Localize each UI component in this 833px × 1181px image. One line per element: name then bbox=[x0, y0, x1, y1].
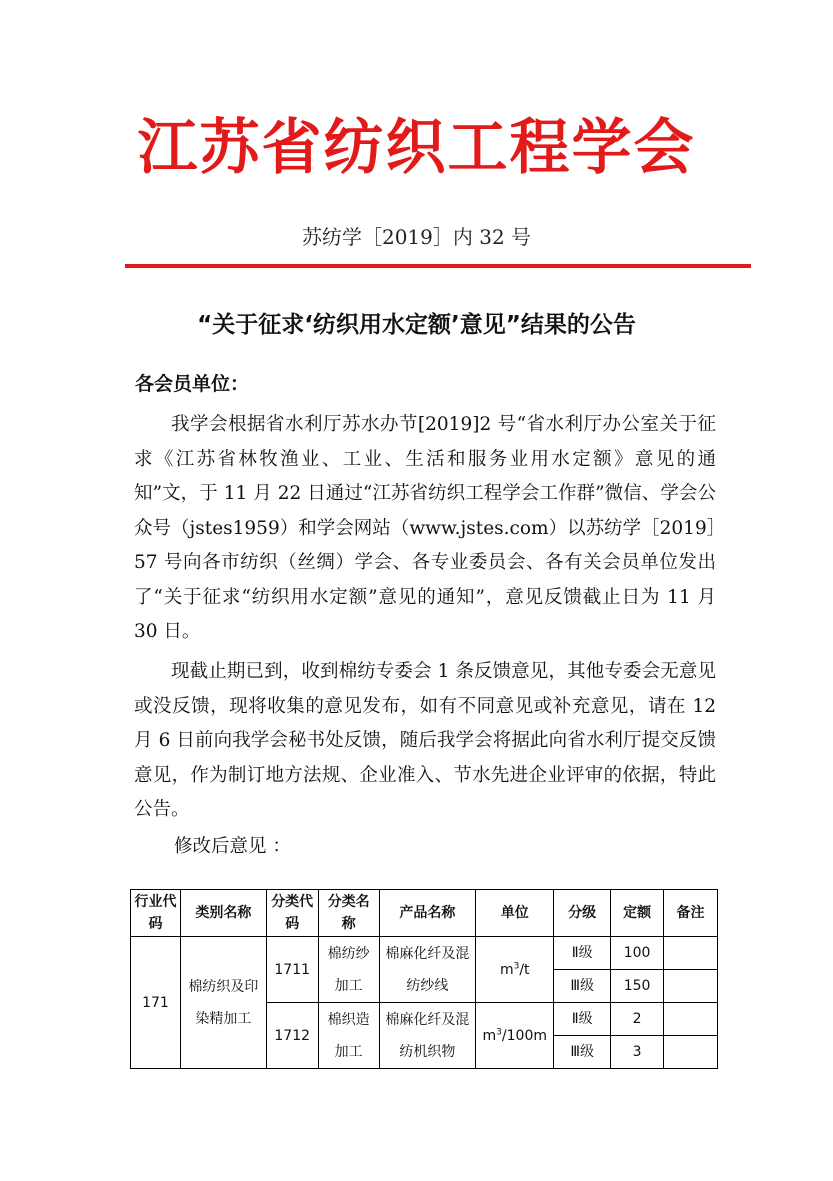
cell-product-name: 棉麻化纤及混纺纱线 bbox=[379, 937, 476, 1003]
modified-opinion-label: 修改后意见 ： bbox=[174, 836, 291, 857]
cell-grade: Ⅱ级 bbox=[554, 937, 611, 970]
header-quota: 定额 bbox=[611, 890, 664, 937]
header-category-name: 类别名称 bbox=[180, 890, 266, 937]
unit-base: m bbox=[499, 961, 514, 978]
red-divider bbox=[125, 264, 751, 268]
body-paragraph: 我学会根据省水利厅苏水办节[2019]2 号“省水利厅办公室关于征求《江苏省林牧渔业、工业、生活和服务业用水定额》意见的通知”文，于 11 月 22 日通过“江苏省纺织工程学会工作群”微信、学会公众号（jstes1959）和学会网站（www.jstes.com）以苏纺学［2019］57 号向各市纺织（丝绸）学会、各专业委员会、各有关会员单位发出了“关于征求“纺织用水定额”意见的通知”，意见反馈截止日为 11 月 30 日。 bbox=[134, 414, 716, 642]
cell-quota: 100 bbox=[611, 937, 664, 970]
cell-quota: 2 bbox=[611, 1003, 664, 1036]
body-paragraph: 现截止期已到，收到棉纺专委会 1 条反馈意见，其他专委会无意见或没反馈，现将收集的意见发布，如有不同意见或补充意见，请在 12 月 6 日前向我学会秘书处反馈，随后我学会将据此向省水利厅提交反馈意见，作为制订地方法规、企业准入、节水先进企业评审的依据，特此公告。 bbox=[134, 661, 716, 820]
salutation: 各会员单位： bbox=[135, 373, 250, 395]
cell-remarks bbox=[664, 1003, 718, 1036]
cell-grade: Ⅱ级 bbox=[554, 1003, 611, 1036]
cell-grade: Ⅲ级 bbox=[554, 970, 611, 1003]
unit-superscript: 3 bbox=[496, 1026, 502, 1037]
notice-title: “关于征求‘纺织用水定额’意见”结果的公告 bbox=[197, 312, 636, 338]
header-industry-code: 行业代码 bbox=[131, 890, 181, 937]
cell-quota: 3 bbox=[611, 1036, 664, 1069]
cell-remarks bbox=[664, 970, 718, 1003]
cell-product-name: 棉麻化纤及混纺机织物 bbox=[379, 1003, 476, 1069]
cell-class-name: 棉纺纱加工 bbox=[318, 937, 379, 1003]
header-remarks: 备注 bbox=[664, 890, 718, 937]
organization-title: 江苏省纺织工程学会 bbox=[137, 113, 696, 183]
cell-class-name: 棉织造加工 bbox=[318, 1003, 379, 1069]
unit-tail: /100m bbox=[501, 1027, 547, 1044]
cell-class-code: 1712 bbox=[266, 1003, 318, 1069]
cell-quota: 150 bbox=[611, 970, 664, 1003]
cell-remarks bbox=[664, 937, 718, 970]
water-quota-table bbox=[130, 889, 718, 1069]
unit-superscript: 3 bbox=[513, 960, 520, 971]
header-grade: 分级 bbox=[554, 890, 611, 937]
header-product-name: 产品名称 bbox=[379, 890, 476, 937]
unit-base: m bbox=[482, 1027, 497, 1044]
cell-category-name: 棉纺织及印染精加工 bbox=[180, 937, 266, 1069]
table-header-row bbox=[131, 890, 718, 937]
cell-industry-code: 171 bbox=[131, 937, 181, 1069]
cell-grade: Ⅲ级 bbox=[554, 1036, 611, 1069]
unit-tail: /t bbox=[519, 961, 530, 978]
table-row bbox=[131, 937, 718, 970]
header-class-code: 分类代码 bbox=[266, 890, 318, 937]
cell-remarks bbox=[664, 1036, 718, 1069]
cell-unit bbox=[476, 1003, 554, 1069]
cell-unit bbox=[476, 937, 554, 1003]
cell-class-code: 1711 bbox=[266, 937, 318, 1003]
document-number: 苏纺学［2019］内 32 号 bbox=[301, 225, 532, 249]
header-unit: 单位 bbox=[476, 890, 554, 937]
header-class-name: 分类名称 bbox=[318, 890, 379, 937]
